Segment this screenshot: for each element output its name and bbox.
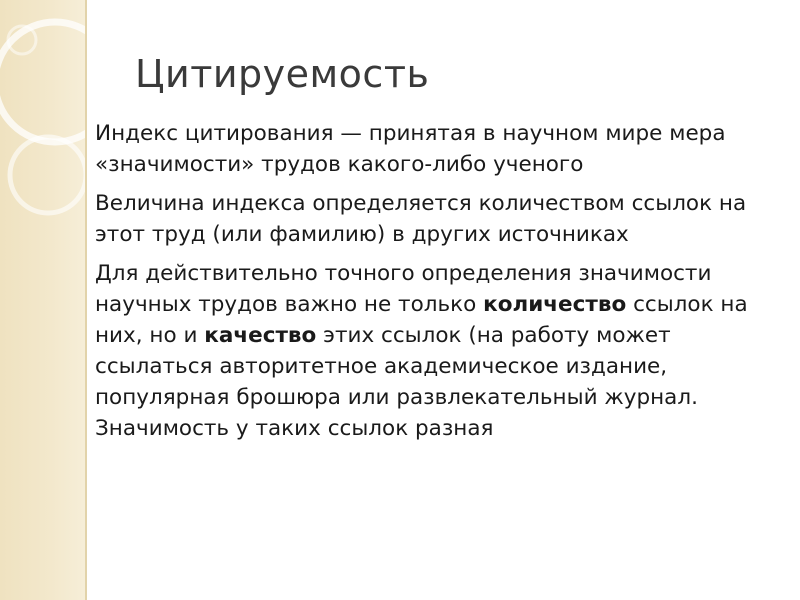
paragraph-quality-text-3: этих ссылок (на работу может ссылаться авторитетное академическое издание, популярная брошюра или развлекательный журнал. Значимость у таких ссылок разная bbox=[95, 323, 698, 441]
panel-divider bbox=[85, 0, 87, 600]
paragraph-quality-text-2: ссылок на них, но и bbox=[95, 292, 748, 348]
decorative-side-panel bbox=[0, 0, 85, 600]
emphasis-quantity: количество bbox=[483, 292, 627, 317]
emphasis-quality: качество bbox=[204, 323, 317, 348]
paragraph-definition: Индекс цитирования — принятая в научном мире мера «значимости» трудов какого-либо ученого bbox=[95, 121, 726, 177]
paragraph-index-value: Величина индекса определяется количеством ссылок на этот труд (или фамилию) в других источниках bbox=[95, 191, 747, 247]
slide-body bbox=[95, 118, 785, 452]
slide-title: Цитируемость bbox=[135, 52, 430, 96]
paragraph-quality-text-1: Для действительно точного определения значимости научных трудов важно не только bbox=[95, 261, 712, 317]
paragraph-quality bbox=[95, 258, 785, 444]
decorative-rings bbox=[0, 0, 85, 600]
